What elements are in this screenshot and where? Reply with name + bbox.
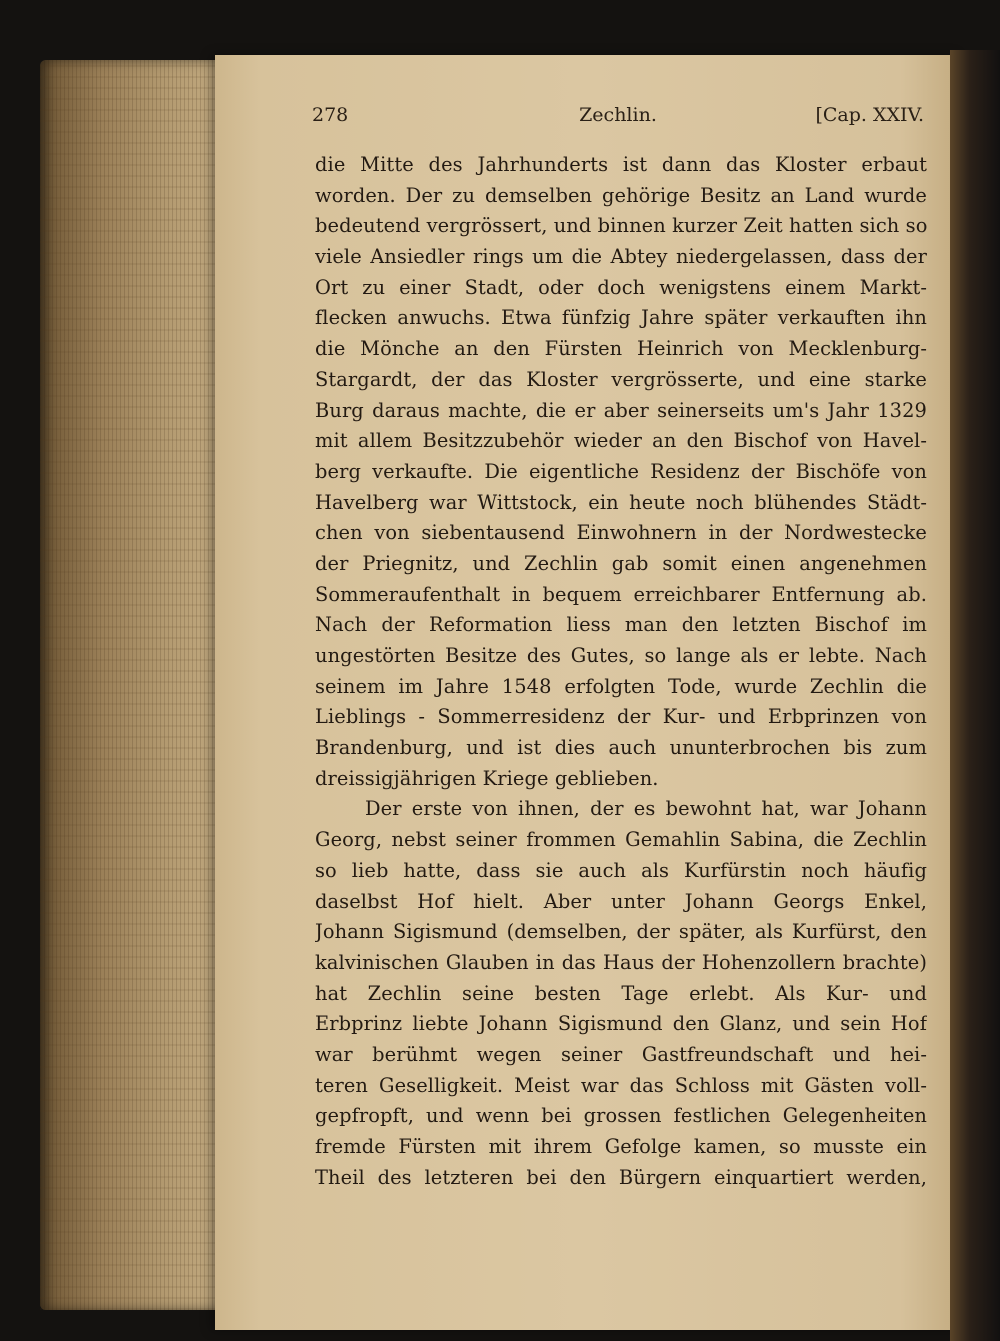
- text-line: Theil des letzteren bei den Bürgern einquartiert werden,: [315, 1165, 927, 1189]
- text-line: Nach der Reformation liess man den letzten Bischof im: [315, 613, 927, 637]
- text-line: mit allem Besitzzubehör wieder an den Bischof von Havel-: [315, 429, 927, 453]
- page-edges: [40, 60, 220, 1310]
- text-line: Erbprinz liebte Johann Sigismund den Glanz, und sein Hof: [315, 1012, 927, 1036]
- text-line: so lieb hatte, dass sie auch als Kurfürstin noch häufig: [315, 858, 927, 882]
- text-line: dreissigjährigen Kriege geblieben.: [315, 766, 659, 790]
- text-line: der Priegnitz, und Zechlin gab somit einen angenehmen: [315, 551, 927, 575]
- text-line: daselbst Hof hielt. Aber unter Johann Georgs Enkel,: [315, 889, 927, 913]
- text-line: chen von siebentausend Einwohnern in der Nordwestecke: [315, 521, 927, 545]
- text-line: worden. Der zu demselben gehörige Besitz an Land wurde: [315, 183, 927, 207]
- text-line: die Mönche an den Fürsten Heinrich von Mecklenburg-: [315, 337, 927, 361]
- text-line: bedeutend vergrössert, und binnen kurzer Zeit hatten sich so: [315, 214, 927, 238]
- text-line: Havelberg war Wittstock, ein heute noch blühendes Städt-: [315, 490, 927, 514]
- text-line: Der erste von ihnen, der es bewohnt hat, war Johann: [365, 797, 927, 821]
- page-number: 278: [312, 104, 349, 126]
- text-line: die Mitte des Jahrhunderts ist dann das Kloster erbaut: [315, 153, 927, 176]
- text-line: Sommeraufenthalt in bequem erreichbarer Entfernung ab.: [315, 582, 927, 606]
- chapter-reference: [Cap. XXIV.: [815, 104, 924, 126]
- text-line: gepfropft, und wenn bei grossen festlichen Gelegenheiten: [315, 1104, 927, 1128]
- text-line: hat Zechlin seine besten Tage erlebt. Als Kur- und: [315, 981, 927, 1005]
- text-line: kalvinischen Glauben in das Haus der Hohenzollern brachte): [315, 950, 927, 974]
- text-line: war berühmt wegen seiner Gastfreundschaft und hei-: [315, 1042, 927, 1066]
- text-line: Georg, nebst seiner frommen Gemahlin Sabina, die Zechlin: [315, 828, 927, 852]
- page-header: [312, 104, 924, 136]
- text-line: berg verkaufte. Die eigentliche Residenz der Bischöfe von: [315, 459, 927, 483]
- text-line: Lieblings - Sommerresidenz der Kur- und Erbprinzen von: [315, 705, 927, 729]
- binding-shadow: [950, 50, 1000, 1341]
- body-text: [315, 150, 927, 1193]
- text-line: flecken anwuchs. Etwa fünfzig Jahre später verkauften ihn: [315, 306, 927, 330]
- text-line: Burg daraus machte, die er aber seinerseits um's Jahr 1329: [315, 398, 927, 422]
- running-title: Zechlin.: [579, 104, 657, 126]
- text-line: fremde Fürsten mit ihrem Gefolge kamen, so musste ein: [315, 1135, 927, 1158]
- text-line: Johann Sigismund (demselben, der später, als Kurfürst, den: [315, 920, 927, 944]
- text-line: teren Geselligkeit. Meist war das Schloss mit Gästen voll-: [315, 1073, 927, 1097]
- text-line: viele Ansiedler rings um die Abtey niedergelassen, dass der: [315, 245, 927, 269]
- text-line: Stargardt, der das Kloster vergrösserte, und eine starke: [315, 367, 927, 391]
- text-line: Brandenburg, und ist dies auch ununterbrochen bis zum: [315, 736, 927, 760]
- text-line: ungestörten Besitze des Gutes, so lange als er lebte. Nach: [315, 644, 927, 667]
- text-line: seinem im Jahre 1548 erfolgten Tode, wurde Zechlin die: [315, 674, 927, 698]
- text-line: Ort zu einer Stadt, oder doch wenigstens einem Markt-: [315, 275, 927, 299]
